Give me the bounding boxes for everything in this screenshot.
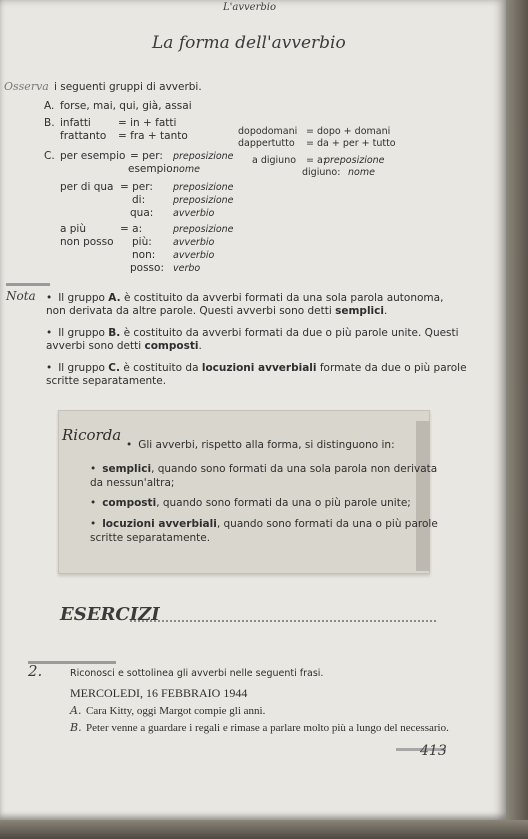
group-c-kind-1: preposizione bbox=[173, 151, 234, 162]
nota-paragraph-3-line2: scritte separatamente. bbox=[46, 375, 167, 387]
group-c-eq-9: posso: bbox=[130, 262, 164, 274]
nota-label: Nota bbox=[6, 289, 36, 303]
group-c-right-eq2: digiuno: bbox=[302, 167, 341, 178]
group-c-kind-7: avverbio bbox=[173, 237, 215, 248]
page-edge-bottom bbox=[0, 820, 528, 839]
group-c-eq-1: = per: bbox=[130, 150, 163, 162]
group-b-right-word-2: dappertutto bbox=[238, 138, 295, 149]
group-c-kind-5: avverbio bbox=[173, 208, 215, 219]
nota-paragraph-2-line2: avverbi sono detti composti. bbox=[46, 340, 202, 352]
group-c-kind-9: verbo bbox=[173, 263, 201, 274]
exercise-number: 2. bbox=[28, 662, 43, 680]
page-edge-right bbox=[506, 0, 528, 839]
group-b-word-1: infatti bbox=[60, 117, 91, 129]
intro-text: i seguenti gruppi di avverbi. bbox=[54, 81, 202, 93]
chapter-handwritten-label: L'avverbio bbox=[223, 2, 276, 13]
group-b-right-word-1: dopodomani bbox=[238, 126, 298, 137]
group-c-label: C. bbox=[44, 150, 55, 162]
group-c-kind-4: preposizione bbox=[173, 195, 234, 206]
page-title: La forma dell'avverbio bbox=[152, 33, 346, 53]
ricorda-item-1-line2: da nessun'altra; bbox=[90, 477, 175, 489]
group-c-eq-8: non: bbox=[132, 249, 156, 261]
page-number: 413 bbox=[420, 743, 447, 759]
ricorda-item-1: • semplici, quando sono formati da una sola parola non derivata bbox=[90, 463, 437, 475]
group-b-right-eq-1: = dopo + domani bbox=[306, 126, 391, 137]
group-c-eq-6: = a: bbox=[120, 223, 143, 235]
group-c-kind-3: preposizione bbox=[173, 182, 234, 193]
ricorda-intro: • Gli avverbi, rispetto alla forma, si distinguono in: bbox=[126, 439, 395, 451]
exercise-item-b-letter: B. bbox=[70, 721, 82, 734]
group-b-label: B. bbox=[44, 117, 55, 129]
group-c-kind-6: preposizione bbox=[173, 224, 234, 235]
nota-paragraph-1: • Il gruppo A. è costituito da avverbi formati da una sola parola autonoma, bbox=[46, 292, 443, 304]
group-c-right-word: a digiuno bbox=[252, 155, 297, 166]
esercizi-dotted-rule bbox=[130, 620, 436, 622]
group-a-label: A. bbox=[44, 100, 55, 112]
nota-divider bbox=[6, 283, 50, 286]
exercise-heading: MERCOLEDI, 16 FEBBRAIO 1944 bbox=[70, 686, 248, 700]
ricorda-box-tab bbox=[416, 421, 430, 571]
ricorda-item-3-line2: scritte separatamente. bbox=[90, 532, 211, 544]
group-b-word-2: frattanto bbox=[60, 130, 107, 142]
nota-paragraph-3: • Il gruppo C. è costituito da locuzioni avverbiali formate da due o più parole bbox=[46, 362, 467, 374]
group-c-right-kind: preposizione bbox=[324, 155, 385, 166]
ricorda-item-3: • locuzioni avverbiali, quando sono formati da una o più parole bbox=[90, 518, 438, 530]
group-c-eq-2: esempio: bbox=[128, 163, 177, 175]
group-b-eq-2: = fra + tanto bbox=[118, 130, 188, 142]
group-a-text: forse, mai, qui, già, assai bbox=[60, 100, 192, 112]
group-c-word-1: per esempio bbox=[60, 150, 126, 162]
ricorda-item-2: • composti, quando sono formati da una o più parole unite; bbox=[90, 497, 411, 509]
group-c-right-kind2: nome bbox=[348, 167, 375, 178]
group-c-eq-7: più: bbox=[132, 236, 152, 248]
nota-paragraph-2: • Il gruppo B. è costituito da avverbi formati da due o più parole unite. Questi bbox=[46, 327, 459, 339]
group-c-word-7: non posso bbox=[60, 236, 114, 248]
exercise-item-a-letter: A. bbox=[70, 704, 82, 717]
group-b-eq-1: = in + fatti bbox=[118, 117, 177, 129]
intro-handwritten: Osserva bbox=[4, 80, 49, 93]
group-c-word-6: a più bbox=[60, 223, 87, 235]
esercizi-title: ESERCIZI bbox=[60, 604, 160, 625]
nota-paragraph-1-line2: non derivata da altre parole. Questi avverbi sono detti semplici. bbox=[46, 305, 388, 317]
group-b-right-eq-2: = da + per + tutto bbox=[306, 138, 396, 149]
ricorda-label: Ricorda bbox=[62, 426, 122, 444]
exercise-item-a-text: Cara Kitty, oggi Margot compie gli anni. bbox=[86, 705, 266, 717]
exercise-item-b-text: Peter venne a guardare i regali e rimase a parlare molto più a lungo del necessario. bbox=[86, 722, 449, 734]
exercise-instruction: Riconosci e sottolinea gli avverbi nelle seguenti frasi. bbox=[70, 668, 324, 679]
group-c-eq-3: = per: bbox=[120, 181, 153, 193]
group-c-kind-8: avverbio bbox=[173, 250, 215, 261]
group-c-eq-5: qua: bbox=[130, 207, 154, 219]
group-c-word-3: per di qua bbox=[60, 181, 114, 193]
group-c-kind-2: nome bbox=[173, 164, 200, 175]
group-c-right-eq: = a: bbox=[306, 155, 327, 166]
group-c-eq-4: di: bbox=[132, 194, 146, 206]
